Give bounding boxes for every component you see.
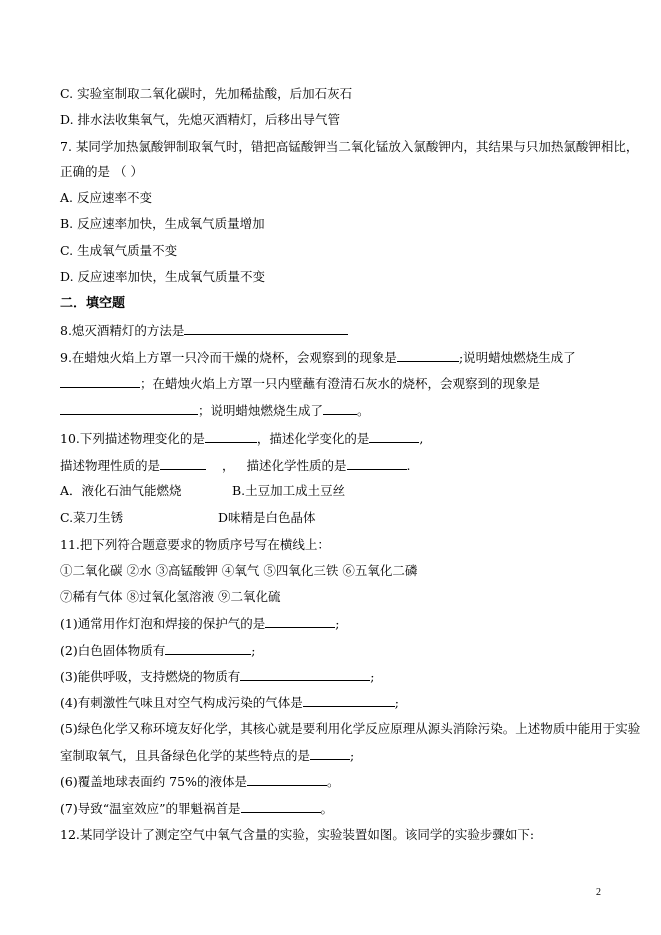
q10-text-2a: 描述物理性质的是 [60,458,161,473]
q11-sub5-blank[interactable] [310,747,350,760]
q11-sub3-end: ; [370,669,375,684]
q9-text-1b: ;说明蜡烛燃烧生成了 [458,350,576,365]
q10-text-2c: 描述化学性质的是 [246,458,347,473]
page-number: 2 [596,887,601,898]
q6-option-d: D. 排水法收集氧气，先熄灭酒精灯，后移出导气管 [60,112,341,127]
q7-option-a: A. 反应速率不变 [60,190,152,205]
q9-line2 [60,375,540,392]
q10-line1 [60,430,423,447]
q9-blank-1[interactable] [397,349,459,362]
q11-sub7-blank[interactable] [241,800,321,813]
q9-line3 [60,402,370,419]
q11-stem: 11.把下列符合题意要求的物质序号写在横线上： [60,537,330,552]
q10-option-a: A．液化石油气能燃烧 [60,483,182,498]
q10-blank-4[interactable] [347,457,407,470]
q10-line2 [60,457,411,474]
q11-sub5-line2 [60,747,354,764]
q9-blank-4[interactable] [323,402,357,415]
q10-text-2b: ， [222,458,235,473]
q11-sub4-blank[interactable] [303,694,395,707]
q11-items-line2: ⑦稀有气体 ⑧过氧化氢溶液 ⑨二氧化硫 [60,589,281,604]
q12-stem: 12.某同学设计了测定空气中氧气含量的实验，实验装置如图。该同学的实验步骤如下: [60,827,535,842]
q11-sub5-text: 室制取氧气，且具备绿色化学的某些特点的是 [60,748,311,763]
q11-items-line1: ①二氧化碳 ②水 ③高锰酸钾 ④氧气 ⑤四氧化三铁 ⑥五氧化二磷 [60,563,418,578]
q11-sub7-end: 。 [320,801,334,816]
q11-sub1-end: ; [335,616,340,631]
q11-sub6-end: 。 [326,774,340,789]
section-title: 二．填空题 [60,296,126,311]
q11-sub6-text: (6)覆盖地球表面约 75%的液体是 [60,774,247,789]
q7-stem-line1: 7. 某同学加热氯酸钾制取氧气时，错把高锰酸钾当二氧化锰放入氯酸钾内，其结果与只加热氯酸钾相比， [60,139,639,154]
q7-option-b: B. 反应速率加快，生成氧气质量增加 [60,216,265,231]
q11-sub6-blank[interactable] [247,773,327,786]
q10-text-1a: 10.下列描述物理变化的是 [60,431,205,446]
q7-option-c: C. 生成氧气质量不变 [60,243,178,258]
q10-text-1b: ，描述化学变化的是 [256,431,370,446]
q11-sub1-text: (1)通常用作灯泡和焊接的保护气的是 [60,616,266,631]
q10-option-d: D味精是白色晶体 [218,510,316,525]
q11-sub1-blank[interactable] [265,615,335,628]
q11-sub3 [60,668,374,685]
q11-sub2-end: ; [251,643,256,658]
q10-text-1c: , [419,431,424,446]
q8-text: 8.熄灭酒精灯的方法是 [60,323,185,338]
q10-text-2d: . [406,458,411,473]
q11-sub5-line1: (5)绿色化学又称环境友好化学，其核心就是要利用化学反应原理从源头消除污染。上述物质中能用于实验 [60,721,641,736]
q9-text-2: ；在蜡烛火焰上方罩一只内壁蘸有澄清石灰水的烧杯，会观察到的现象是 [140,376,541,391]
q10-option-c: C.菜刀生锈 [60,510,124,525]
q9-blank-3[interactable] [60,402,198,415]
q11-sub6 [60,773,339,790]
q9-text-3a: ；说明蜡烛燃烧生成了 [198,403,324,418]
q11-sub4 [60,694,399,711]
q11-sub3-text: (3)能供呼吸，支持燃烧的物质有 [60,669,241,684]
q6-option-c: C. 实验室制取二氧化碳时，先加稀盐酸，后加石灰石 [60,86,353,101]
q9-text-1a: 9.在蜡烛火焰上方罩一只冷而干燥的烧杯，会观察到的现象是 [60,350,397,365]
q11-sub4-text: (4)有刺激性气味且对空气构成污染的气体是 [60,695,303,710]
q10-blank-2[interactable] [369,430,419,443]
q10-option-b: B.土豆加工成土豆丝 [232,483,346,498]
q11-sub4-end: ; [394,695,399,710]
q9-text-3b: 。 [357,403,370,418]
q11-sub5-end: ; [350,748,355,763]
q10-blank-3[interactable] [160,457,206,470]
q11-sub1 [60,615,339,632]
q9-line1 [60,349,576,366]
q9-blank-2[interactable] [60,375,140,388]
q7-option-d: D. 反应速率加快，生成氧气质量不变 [60,269,266,284]
q8-line [60,322,348,339]
q8-blank[interactable] [184,322,348,335]
q11-sub3-blank[interactable] [240,668,370,681]
q11-sub2 [60,642,255,659]
q11-sub2-blank[interactable] [165,642,251,655]
q11-sub2-text: (2)白色固体物质有 [60,643,166,658]
q7-stem-line2: 正确的是 （ ） [60,164,143,179]
q11-sub7 [60,800,333,817]
q11-sub7-text: (7)导致“温室效应”的罪魁祸首是 [60,801,241,816]
q10-blank-1[interactable] [205,430,257,443]
